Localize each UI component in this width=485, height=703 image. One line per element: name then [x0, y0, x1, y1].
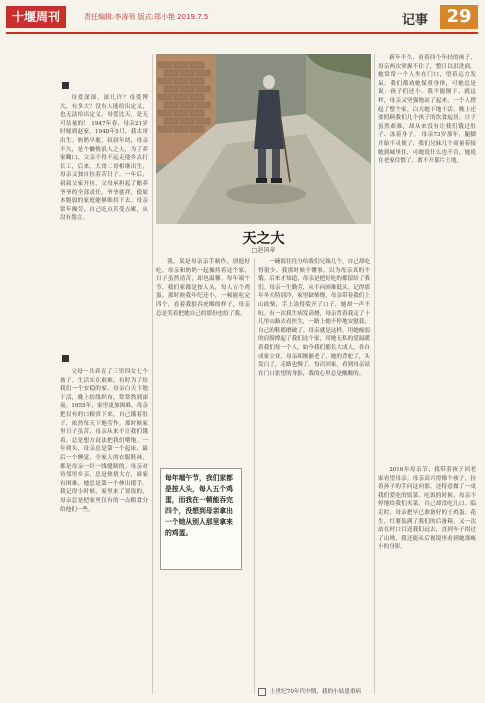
- article-column-1: 母爱深深，深几许？母爱博大，有多大？没有人能给出定义，也无法给出定义，母爱比天，是无可估量的！ 1947年春，母亲21岁时嫁到赵家，1948年5月，我太哥出生。奶奶早逝，叔叔年幼，母亲不久，是个懒惰浪人之人，为了养家糊口，父亲不得不远走他乡去打长工，后来，大哥二哥相继出生，母亲又独自拉着苦日子。一年后，叔叔父家开拉，父母承担起了赡养爷爷的全部责任。爷爷慈祥，使原本脆弱的家庭能够维持下去。母亲常年操劳，自己吃点苦受点累，从没有怨言。: [60, 95, 148, 222]
- article-title: 天之大: [242, 231, 285, 247]
- article-byline: □赵国章: [251, 247, 276, 254]
- pull-quote-box: 每年端午节，我们家都是按人头，每人五个鸡蛋，而我在一顿能吞完四个，没想到母亲拿出一个她从别人那里拿来的鸡蛋。: [160, 468, 242, 570]
- column-divider: [374, 54, 375, 694]
- article-column-2: 我。某是母亲亲手制作，别他好吃。母亲和奶奶一起操持着这个家，日子虽然清苦，却也温馨。每年端午节，我们家都是按人头，每人五个鸡蛋。那时候我年纪还小，一顿能吃完四个，看着我狼吞虎咽的样子，母亲总是笑着把她自己的那份也给了我。: [156, 259, 250, 317]
- column-divider: [152, 54, 153, 694]
- section-marker: [62, 82, 69, 89]
- page-header: [0, 0, 485, 34]
- article-column-4b: 2016年母亲节，我带着孩子回老家看望母亲。母亲高兴得像个孩子，拉着孙子的手问这问那，还特意做了一桌我们爱吃的饭菜。吃饭的时候，母亲不停地给我们夹菜，自己却没吃几口。临走时，母亲把早已准备好的土鸡蛋、花生、红薯装满了我们的后备箱，又一次站在村口目送我们远去，直到车子拐过了山坳，我还能从后视镜里看到她那瘦小的身影。: [378, 467, 476, 551]
- elderly-woman-walking-photo: [156, 54, 371, 224]
- footer-note: 上世纪70年代中期，我的小姑患重病: [270, 689, 362, 695]
- article-photo: [156, 54, 371, 224]
- column-divider: [254, 258, 255, 694]
- footer-marker: [258, 688, 266, 696]
- header-rule: [6, 32, 478, 34]
- section-marker: [62, 355, 69, 362]
- page-number: 29: [440, 5, 478, 29]
- editor-credits: 责任编辑:李涛领 版式:郑小艳 2019.7.5: [84, 13, 209, 21]
- article-column-3: 一碗饭往往分给我们兄妹几个，自己却吃得很少。我那时候不懂事，以为母亲真的不饿。后来才知道，母亲是把好吃的都留给了我们。母亲一生勤劳，从不向困难低头。记得那年冬天特别冷，家里缺柴烧，母亲带着我们上山砍柴，手上冻得裂开了口子，她却一声不吭。有一次我生病发高烧，母亲背着我走了十几里山路去看医生，一路上她不停地安慰我，自己的鞋都磨破了。母亲就是这样，用她瘦弱的肩膀撑起了我们这个家，用她无私的爱温暖着我们每一个人。如今我们都长大成人，各自成家立业，母亲却渐渐老了，她的背驼了，头发白了，走路也慢了。每次回家，看到母亲站在门口张望的身影，我的心里总是酸酸的。: [258, 259, 370, 377]
- publication-brand: 十堰周刊: [6, 6, 66, 28]
- article-column-4: 新年不久，看着四个年轻的孩子，母亲两次掌握不住了，整日以泪洗面。她常常一个人坐在门口，望着远方发呆。我们都劝她保重身体，可她总是说：孩子们还小，我不能倒下。就这样，母亲又坚强地站了起来，一个人撑起了整个家。白天她下地干活，晚上还要照顾我们几个孩子的饮食起居，日子虽然艰难，却从来没有让我们饿过肚子、冻着身子。 母亲73岁那年，腿脚开始不灵便了，我们兄妹几个商量着接她到城里住，可她说什么也不肯，她说在老家住惯了，离不开那片土地。: [378, 55, 476, 165]
- article-column-1b: 父母一共养育了三男四女七个孩子。生活实在艰难，有时为了给我们一个安稳的家，母亲白天下地干活，晚上纺线织布，常常熬到深夜。1955年，家里更加困难，母亲把仅有的口粮省下来，自己饿着肚子，依然每天下地劳作。那时候家里日子虽苦，母亲从来不让我们饿着，总是想方设法把我们喂饱。一年到头，母亲总是第一个起床，最后一个睡觉。全家人的衣服鞋袜，都是母亲一针一线缝制的。母亲对待邻里乡亲，总是热情大方，谁家有困难，她总是第一个伸出援手。我记得小时候，家里来了要饭的，母亲总是把家里仅有的一点粮食分给他们一些。: [60, 369, 148, 513]
- section-name: 记事: [402, 13, 429, 28]
